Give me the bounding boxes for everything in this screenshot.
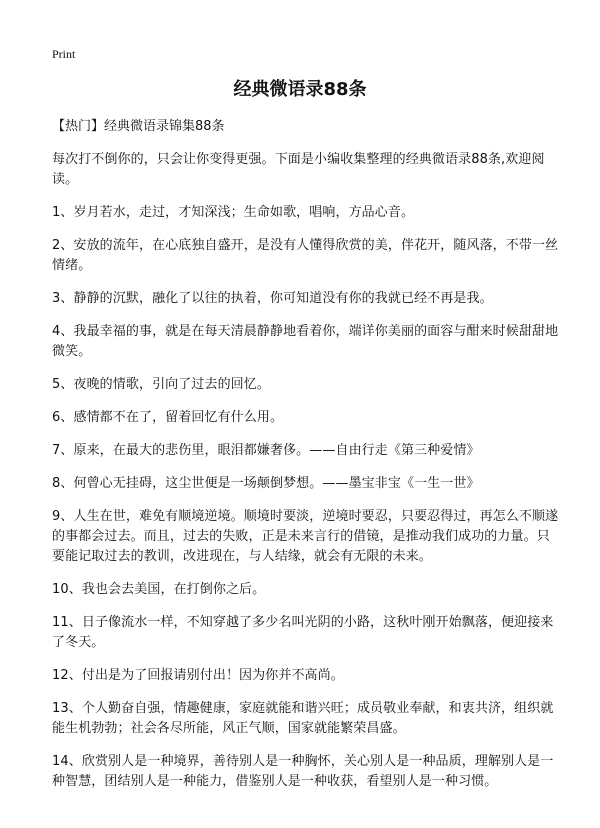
quote-item: 2、安放的流年，在心底独自盛开，是没有人懂得欣赏的美，伴花开，随风落，不带一丝情绪。 (52, 238, 559, 273)
quote-item: 1、岁月若水，走过，才知深浅；生命如歌，唱响，方品心音。 (52, 205, 415, 220)
quote-item: 9、人生在世，难免有顺境逆境。顺境时要淡，逆境时要忍，只要忍得过，再怎么不顺遂的事都会过去。而且，过去的失败，正是未来言行的借镜，是推动我们成功的力量。只要能记取过去的教训，改进现在，与人结缘，就会有无限的未来。 (52, 509, 559, 564)
quote-item: 10、我也会去美国，在打倒你之后。 (52, 582, 266, 597)
intro-paragraph: 每次打不倒你的，只会让你变得更强。下面是小编收集整理的经典微语录88条,欢迎阅读。 (52, 152, 545, 187)
quote-item: 5、夜晚的情歌，引向了过去的回忆。 (52, 377, 270, 392)
article-body (52, 150, 560, 805)
quote-item: 12、付出是为了回报请别付出！因为你并不高尚。 (52, 668, 344, 683)
quote-item: 7、原来，在最大的悲伤里，眼泪都嫌奢侈。——自由行走《第三种爱情》 (52, 443, 480, 458)
quote-item: 6、感情都不在了，留着回忆有什么用。 (52, 410, 284, 425)
quote-item: 13、个人勤奋自强，情趣健康，家庭就能和谐兴旺；成员敬业奉献，和衷共济，组织就能生机勃勃；社会各尽所能，风正气顺，国家就能繁荣昌盛。 (52, 701, 554, 736)
print-link[interactable]: Print (52, 47, 76, 61)
quote-item: 4、我最幸福的事，就是在每天清晨静静地看着你，端详你美丽的面容与酣来时候甜甜地微笑。 (52, 324, 559, 359)
quote-item: 8、何曾心无挂碍，这尘世便是一场颠倒梦想。——墨宝非宝《一生一世》 (52, 476, 480, 491)
article-subtitle: 【热门】经典微语录锦集88条 (52, 119, 225, 134)
quote-item: 14、欣赏别人是一种境界，善待别人是一种胸怀，关心别人是一种品质，理解别人是一种智慧，团结别人是一种能力，借鉴别人是一种收获，看望别人是一种习惯。 (52, 754, 554, 789)
quote-item: 11、日子像流水一样，不知穿越了多少名叫光阴的小路，这秋叶刚开始飘落，便迎接来了冬天。 (52, 615, 554, 650)
page-title: 经典微语录88条 (233, 79, 367, 100)
quote-item: 3、静静的沉默，融化了以往的执着，你可知道没有你的我就已经不再是我。 (52, 291, 493, 306)
